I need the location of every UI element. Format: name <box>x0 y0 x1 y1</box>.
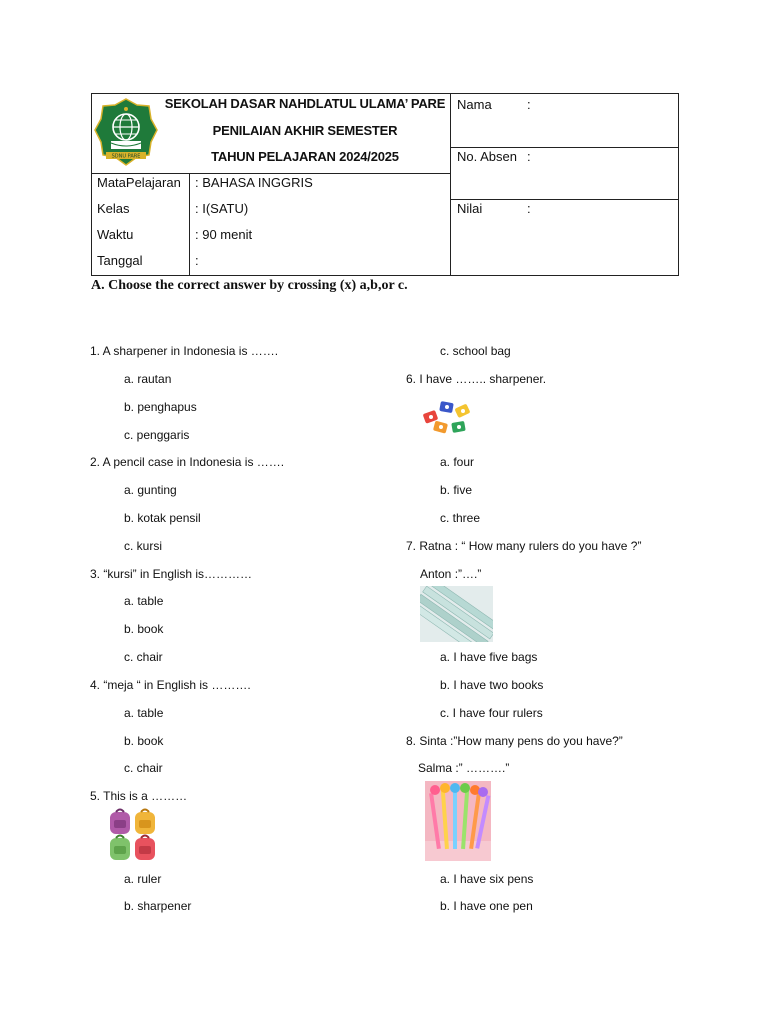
rulers-image <box>420 586 493 642</box>
info-value: : BAHASA INGGRIS <box>195 175 313 190</box>
info-label: MataPelajaran <box>97 175 181 190</box>
school-bags-image <box>108 808 158 862</box>
info-value: : <box>195 253 199 268</box>
info-value: : 90 menit <box>195 227 253 242</box>
answer-option[interactable]: b. kotak pensil <box>124 511 201 525</box>
section-a-heading: A. Choose the correct answer by crossing (x) a,b,or c. <box>91 278 408 293</box>
answer-option[interactable]: a. table <box>124 706 164 720</box>
school-year: TAHUN PELAJARAN 2024/2025 <box>211 149 399 164</box>
answer-option[interactable]: c. chair <box>124 761 163 775</box>
info-label: Waktu <box>97 227 134 242</box>
name-label: Nama <box>457 97 492 112</box>
answer-option[interactable]: a. gunting <box>124 483 177 497</box>
table-divider <box>189 173 190 276</box>
absen-label: No. Absen <box>457 149 517 164</box>
score-field[interactable]: : <box>527 201 531 216</box>
answer-option[interactable]: b. penghapus <box>124 400 197 414</box>
answer-option[interactable]: c. three <box>440 511 481 525</box>
answer-option[interactable]: c. penggaris <box>124 428 190 442</box>
answer-option[interactable]: b. five <box>440 483 473 497</box>
question-8: 8. Sinta :”How many pens do you have?” <box>406 734 623 748</box>
question-8-reply: Salma :” ……….” <box>418 761 510 775</box>
answer-option[interactable]: c. I have four rulers <box>440 706 543 720</box>
pens-image <box>425 781 491 861</box>
table-divider <box>91 173 450 174</box>
question-6: 6. I have …….. sharpener. <box>406 372 547 386</box>
answer-option[interactable]: b. sharpener <box>124 899 192 913</box>
question-4: 4. “meja “ in English is ………. <box>90 678 251 692</box>
answer-option[interactable]: c. kursi <box>124 539 163 553</box>
score-label: Nilai <box>457 201 483 216</box>
answer-option[interactable]: b. I have one pen <box>440 899 533 913</box>
info-value: : I(SATU) <box>195 201 249 216</box>
name-field[interactable]: : <box>527 97 531 112</box>
answer-option[interactable]: a. I have six pens <box>440 872 534 886</box>
question-1: 1. A sharpener in Indonesia is ……. <box>90 344 279 358</box>
question-7-reply: Anton :”….” <box>420 567 482 581</box>
logo-text: SDNU PARE <box>111 153 141 160</box>
answer-option[interactable]: c. chair <box>124 650 163 664</box>
answer-option[interactable]: a. ruler <box>124 872 162 886</box>
question-5: 5. This is a ……… <box>90 789 188 803</box>
school-logo <box>93 97 159 167</box>
table-divider <box>450 93 451 276</box>
school-name: SEKOLAH DASAR NAHDLATUL ULAMA’ PARE <box>164 96 446 111</box>
info-label: Tanggal <box>97 253 143 268</box>
answer-option[interactable]: a. table <box>124 594 164 608</box>
table-divider <box>450 147 679 148</box>
exam-title: PENILAIAN AKHIR SEMESTER <box>212 123 398 138</box>
answer-option[interactable]: a. rautan <box>124 372 172 386</box>
question-3: 3. “kursi” in English is………… <box>90 567 253 581</box>
question-2: 2. A pencil case in Indonesia is ……. <box>90 455 285 469</box>
answer-option[interactable]: c. school bag <box>440 344 511 358</box>
table-divider <box>450 199 679 200</box>
answer-option[interactable]: b. I have two books <box>440 678 544 692</box>
answer-option[interactable]: a. four <box>440 455 475 469</box>
question-7: 7. Ratna : “ How many rulers do you have ?” <box>406 539 642 553</box>
info-label: Kelas <box>97 201 130 216</box>
answer-option[interactable]: a. I have five bags <box>440 650 538 664</box>
absen-field[interactable]: : <box>527 149 531 164</box>
sharpeners-image <box>420 398 478 444</box>
answer-option[interactable]: b. book <box>124 734 164 748</box>
answer-option[interactable]: b. book <box>124 622 164 636</box>
